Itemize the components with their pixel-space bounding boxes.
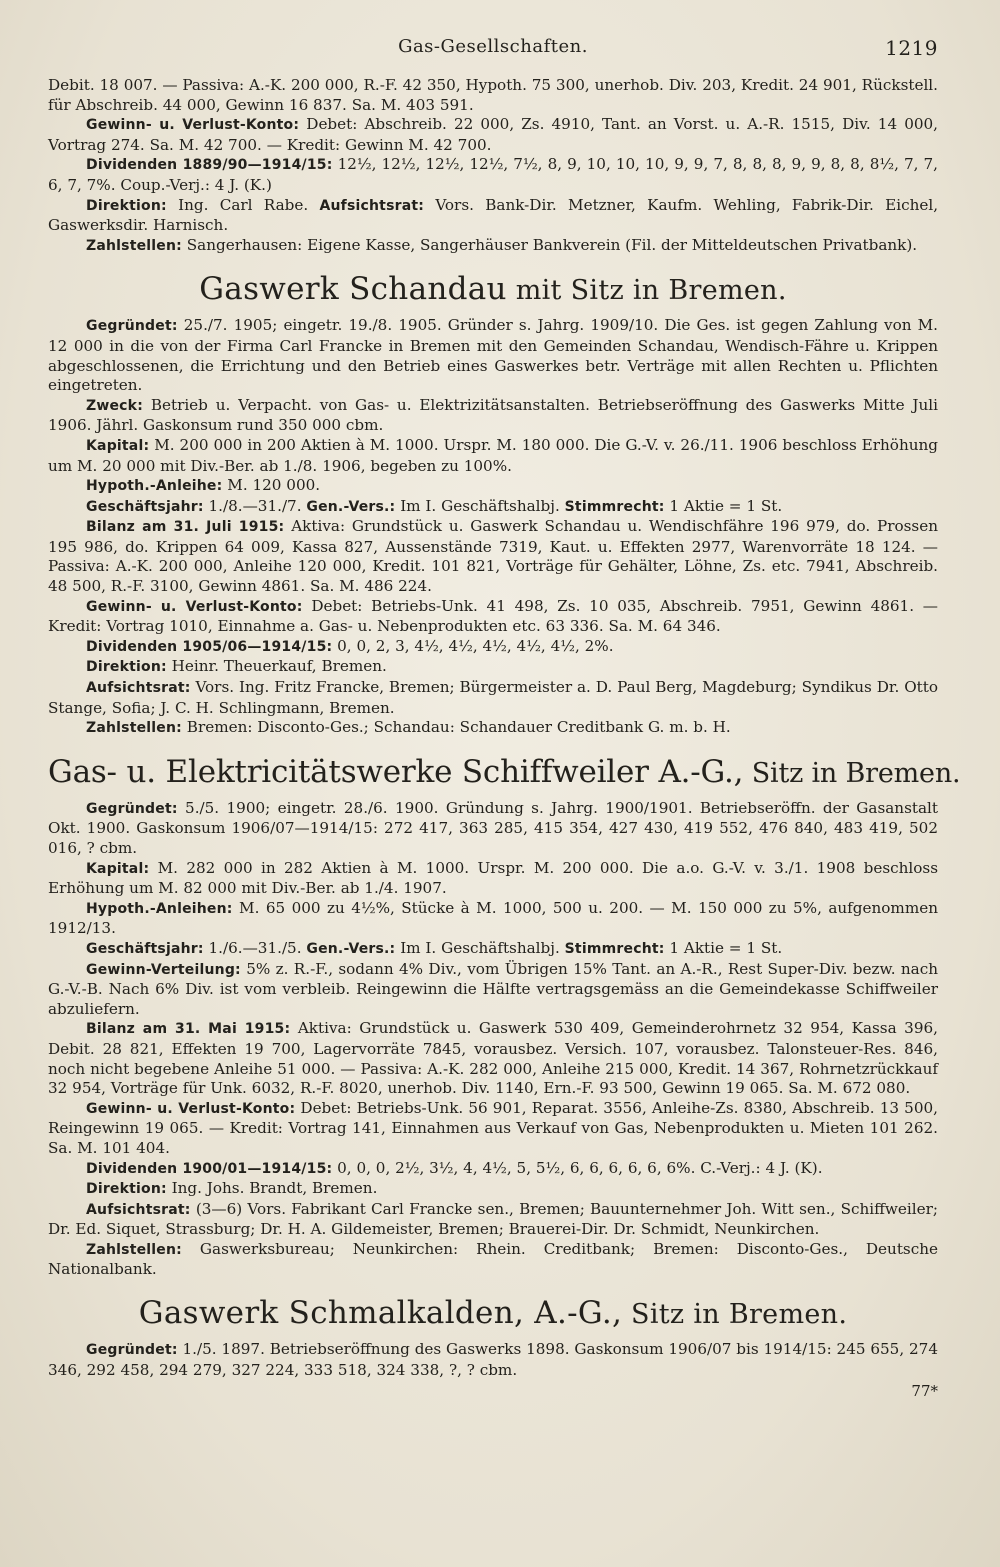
management-board: Direktion: Heinr. Theuerkauf, Bremen. [86, 657, 387, 676]
profit-distribution: Gewinn-Verteilung: 5% z. R.-F., sodann 4% Div., vom Übrigen 15% Tant. an A.-R., Rest Super-Div. bezw. nach G.-V.-B. Nach 6% Div. ist vom verbleib. Reingewinn die Hälfte vertragsgemäss an die Gemeindekasse Schiffweiler abzuliefern. [48, 959, 938, 1018]
management-board: Direktion: Ing. Johs. Brandt, Bremen. [86, 1179, 378, 1198]
supervisory-board: Aufsichtsrat: (3—6) Vors. Fabrikant Carl Francke sen., Bremen; Bauunternehmer Joh. Witt sen., Schiffweiler; Dr. Ed. Siquet, Strassburg; Dr. H. A. Gildemeister, Bremen; Brauerei-Dir. Dr. Schmidt, Neunkirchen. [48, 1199, 938, 1239]
fiscal-year: Geschäftsjahr: 1./8.—31./7. Gen.-Vers.: Im I. Geschäftshalbj. Stimmrecht: 1 Aktie = 1 St. [86, 496, 783, 515]
founded: Gegründet: 5./5. 1900; eingetr. 28./6. 1900. Gründung s. Jahrg. 1900/1901. Betriebseröffn. der Gasanstalt Okt. 1900. Gaskonsum 1906/07—1914/15: 272 417, 363 285, 415 354, 427 430, 419 552, 476 840, 483 419, 502 016, ? cbm. [48, 798, 938, 857]
mortgage-loan: Hypoth.-Anleihe: M. 120 000. [86, 476, 321, 495]
paying-agents: Zahlstellen: Gaswerksbureau; Neunkirchen: Rhein. Creditbank; Bremen: Disconto-Ges., Deutsche Nationalbank. [48, 1239, 938, 1279]
supervisory-board: Aufsichtsrat: Vors. Ing. Fritz Francke, Bremen; Bürgermeister a. D. Paul Berg, Magdeburg; Syndikus Dr. Otto Stange, Sofia; J. C. H. Schlingmann, Bremen. [48, 678, 938, 717]
dividends: Dividenden 1905/06—1914/15: 0, 0, 2, 3, 4½, 4½, 4½, 4½, 4½, 2%. [86, 636, 614, 655]
paying-agents: Zahlstellen: Bremen: Disconto-Ges.; Schandau: Schandauer Creditbank G. m. b. H. [86, 718, 731, 737]
company-heading-schmalkalden: Gaswerk Schmalkalden, A.-G., Sitz in Bremen. [138, 1295, 848, 1332]
purpose: Zweck: Betrieb u. Verpacht. von Gas- u. Elektrizitätsanstalten. Betriebseröffnung des Gaswerks Mitte Juli 1906. Jährl. Gaskonsum rund 350 000 cbm. [48, 395, 938, 435]
company-heading-schandau: Gaswerk Schandau mit Sitz in Bremen. [199, 271, 787, 308]
profit-loss-account: Gewinn- u. Verlust-Konto: Debet: Betriebs-Unk. 41 498, Zs. 10 035, Abschreib. 7951, Gewinn 4861. — Kredit: Vortrag 1010, Einnahme a. Gas- u. Nebenprodukten etc. 63 336. Sa. M. 64 346. [48, 596, 938, 636]
company-heading-schiffweiler: Gas- u. Elektricitätswerke Schiffweiler A.-G., Sitz in Bremen. [48, 753, 961, 790]
management-board: Direktion: Ing. Carl Rabe. Aufsichtsrat: Vors. Bank-Dir. Metzner, Kaufm. Wehling, Fabrik-Dir. Eichel, Gaswerksdir. Harnisch. [48, 195, 939, 235]
running-title: Gas-Gesellschaften. [398, 36, 588, 57]
profit-loss-account: Gewinn- u. Verlust-Konto: Debet: Abschreib. 22 000, Zs. 4910, Tant. an Vorst. u. A.-R. 1515, Div. 14 000, Vortrag 274. Sa. M. 42 700. — Kredit: Gewinn M. 42 700. [48, 115, 939, 154]
capital: Kapital: M. 282 000 in 282 Aktien à M. 1000. Urspr. M. 200 000. Die a.o. G.-V. v. 3./1. 1908 beschloss Erhöhung um M. 82 000 mit Div.-Ber. ab 1./4. 1907. [48, 858, 938, 898]
capital: Kapital: M. 200 000 in 200 Aktien à M. 1000. Urspr. M. 180 000. Die G.-V. v. 26./11. 1906 beschloss Erhöhung um M. 20 000 mit Div.-Ber. ab 1./8. 1906, begeben zu 100%. [48, 435, 939, 475]
page-number: 1219 [885, 36, 938, 60]
previous-company-entry [48, 76, 938, 256]
dividends: Dividenden 1900/01—1914/15: 0, 0, 0, 2½, 3½, 4, 4½, 5, 5½, 6, 6, 6, 6, 6, 6%. C.-Verj.: 4 J. (K). [86, 1158, 823, 1177]
paying-agents: Zahlstellen: Sangerhausen: Eigene Kasse, Sangerhäuser Bankverein (Fil. der Mitteldeutschen Privatbank). [86, 235, 918, 254]
company-entry-schmalkalden [48, 1340, 938, 1380]
founded: Gegründet: 1./5. 1897. Betriebseröffnung des Gaswerks 1898. Gaskonsum 1906/07 bis 1914/15: 245 655, 274 346, 292 458, 294 279, 327 224, 333 518, 324 338, ?, ? cbm. [48, 1340, 938, 1379]
printer-signature-mark: 77* [911, 1382, 938, 1401]
company-entry-schiffweiler [48, 799, 938, 1280]
fiscal-year: Geschäftsjahr: 1./6.—31./5. Gen.-Vers.: Im I. Geschäftshalbj. Stimmrecht: 1 Aktie = 1 St. [86, 938, 783, 957]
mortgage-loans: Hypoth.-Anleihen: M. 65 000 zu 4½%, Stücke à M. 1000, 500 u. 200. — M. 150 000 zu 5%, aufgenommen 1912/13. [48, 898, 939, 938]
balance-continuation: Debit. 18 007. — Passiva: A.-K. 200 000, R.-F. 42 350, Hypoth. 75 300, unerhob. Div. 203, Kredit. 24 901, Rückstell. für Abschreib. 44 000, Gewinn 16 837. Sa. M. 403 591. [48, 76, 938, 114]
company-entry-schandau [48, 316, 938, 738]
profit-loss-account: Gewinn- u. Verlust-Konto: Debet: Betriebs-Unk. 56 901, Reparat. 3556, Anleihe-Zs. 8380, Abschreib. 13 500, Reingewinn 19 065. — Kredit: Vortrag 141, Einnahmen aus Verkauf von Gas, Nebenprodukten u. Mieten 101 262. Sa. M. 101 404. [48, 1098, 938, 1157]
balance-sheet: Bilanz am 31. Juli 1915: Aktiva: Grundstück u. Gaswerk Schandau u. Wendischfähre 196 979, do. Prossen 195 986, do. Krippen 64 009, Kassa 827, Aussenstände 7319, Kaut. u. Effekten 2977, Warenvorräte 18 124. — Passiva: A.-K. 200 000, Anleihe 120 000, Kredit. 101 821, Vorträge für Gehälter, Löhne, Zs. etc. 7941, Abschreib. 48 500, R.-F. 3100, Gewinn 4861. Sa. M. 486 224. [48, 517, 938, 596]
founded: Gegründet: 25./7. 1905; eingetr. 19./8. 1905. Gründer s. Jahrg. 1909/10. Die Ges. ist gegen Zahlung von M. 12 000 in die von der Firma Carl Francke in Bremen mit den Gemeinden Schandau, Wendisch-Fähre u. Krippen abgeschlossenen, die Errichtung und den Betrieb eines Gaswerkes betr. Verträge mit allen Rechten u. Pflichten eingetreten. [48, 316, 938, 395]
balance-sheet: Bilanz am 31. Mai 1915: Aktiva: Grundstück u. Gaswerk 530 409, Gemeinderohrnetz 32 954, Kassa 396, Debit. 28 821, Effekten 19 700, Lagervorräte 7845, vorausbez. Versich. 107, vorausbez. Talonsteuer-Res. 846, noch nicht begebene Anleihe 51 000. — Passiva: A.-K. 282 000, Anleihe 215 000, Kredit. 14 367, Rohrnetzrückkauf 32 954, Vorträge für Unk. 6032, R.-F. 8020, unerhob. Div. 1140, Ern.-F. 93 500, Gewinn 19 065. Sa. M. 672 080. [48, 1019, 938, 1098]
dividends: Dividenden 1889/90—1914/15: 12½, 12½, 12½, 12½, 7½, 8, 9, 10, 10, 10, 9, 9, 7, 8, 8, 8, 9, 9, 8, 8, 8½, 7, 7, 6, 7, 7%. Coup.-Verj.: 4 J. (K.) [48, 155, 938, 194]
page-header [48, 36, 938, 76]
